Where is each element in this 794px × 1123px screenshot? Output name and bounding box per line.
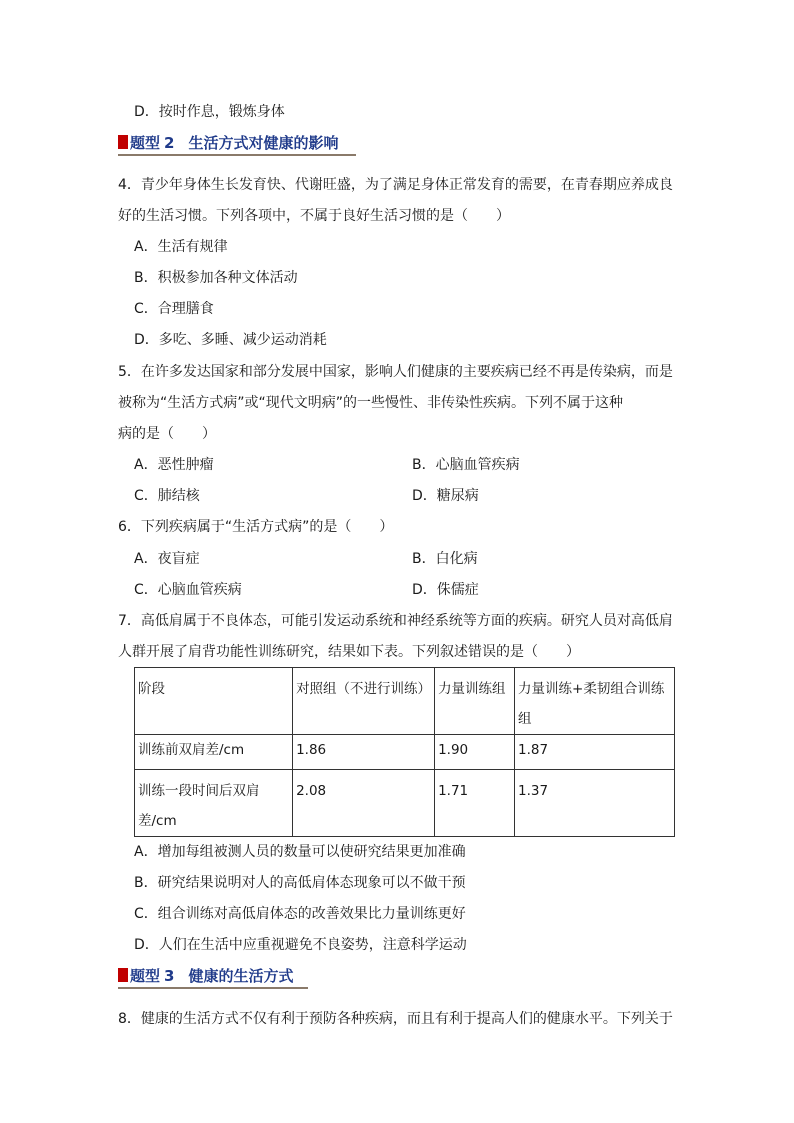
q4-option-a: A．生活有规律: [134, 239, 228, 255]
table-header-cell: 力量训练+柔韧组合训练组: [515, 668, 675, 735]
table-cell: 1.90: [435, 735, 515, 770]
table-header-cell: 阶段: [135, 668, 293, 735]
q6-option-b: B．白化病: [412, 551, 478, 567]
section-heading-3: [118, 964, 308, 986]
section-heading-2: [118, 131, 356, 153]
table-header-cell: 力量训练组: [435, 668, 515, 735]
q4-stem-line2: 好的生活习惯。下列各项中，不属于良好生活习惯的是（ ）: [118, 208, 510, 224]
table-cell: 1.87: [515, 735, 675, 770]
table-header-cell: 对照组（不进行训练）: [293, 668, 435, 735]
q5-stem-line2: 被称为“生活方式病”或“现代文明病”的一些慢性、非传染性疾病。下列不属于这种: [118, 395, 624, 411]
q5-option-a: A．恶性肿瘤: [134, 457, 214, 473]
q6-option-d: D．侏儒症: [412, 582, 479, 598]
q7-option-a: A．增加每组被测人员的数量可以使研究结果更加准确: [134, 844, 466, 860]
q5-option-b: B．心脑血管疾病: [412, 457, 520, 473]
q7-stem-line2: 人群开展了肩背功能性训练研究，结果如下表。下列叙述错误的是（ ）: [118, 644, 580, 660]
table-row: [135, 735, 675, 770]
table-row: [135, 770, 675, 837]
q8-stem-line1: 8．健康的生活方式不仅有利于预防各种疾病，而且有利于提高人们的健康水平。下列关于: [118, 1011, 673, 1027]
q6-stem-line1: 6．下列疾病属于“生活方式病”的是（ ）: [118, 519, 394, 535]
q7-stem-line1: 7．高低肩属于不良体态，可能引发运动系统和神经系统等方面的疾病。研究人员对高低肩: [118, 613, 673, 629]
q7-option-c: C．组合训练对高低肩体态的改善效果比力量训练更好: [134, 906, 466, 922]
heading-marker: [118, 135, 128, 149]
results-table: [134, 667, 675, 837]
q5-option-c: C．肺结核: [134, 488, 200, 504]
q7-option-b: B．研究结果说明对人的高低肩体态现象可以不做干预: [134, 875, 466, 891]
q5-option-d: D．糖尿病: [412, 488, 479, 504]
q4-option-c: C．合理膳食: [134, 301, 214, 317]
heading-underline: [118, 154, 356, 156]
q5-stem-line3: 病的是（ ）: [118, 426, 216, 442]
q5-stem-line1: 5．在许多发达国家和部分发展中国家，影响人们健康的主要疾病已经不再是传染病，而是: [118, 364, 673, 380]
table-cell: 1.86: [293, 735, 435, 770]
heading-marker: [118, 968, 128, 982]
q6-option-c: C．心脑血管疾病: [134, 582, 242, 598]
table-cell: 2.08: [293, 770, 435, 837]
q4-option-b: B．积极参加各种文体活动: [134, 270, 298, 286]
table-cell: 训练一段时间后双肩差/cm: [135, 770, 293, 837]
table-cell: 训练前双肩差/cm: [135, 735, 293, 770]
q4-stem-line1: 4．青少年身体生长发育快、代谢旺盛，为了满足身体正常发育的需要，在青春期应养成良: [118, 177, 673, 193]
section-title: 题型 3 健康的生活方式: [130, 966, 294, 985]
heading-underline: [118, 987, 308, 989]
section-title: 题型 2 生活方式对健康的影响: [130, 133, 339, 152]
q6-option-a: A．夜盲症: [134, 551, 200, 567]
table-header-row: [135, 668, 675, 735]
q7-option-d: D．人们在生活中应重视避免不良姿势，注意科学运动: [134, 937, 467, 953]
q3-option-d: D．按时作息，锻炼身体: [134, 104, 285, 120]
table-cell: 1.37: [515, 770, 675, 837]
q4-option-d: D．多吃、多睡、减少运动消耗: [134, 332, 327, 348]
table-cell: 1.71: [435, 770, 515, 837]
